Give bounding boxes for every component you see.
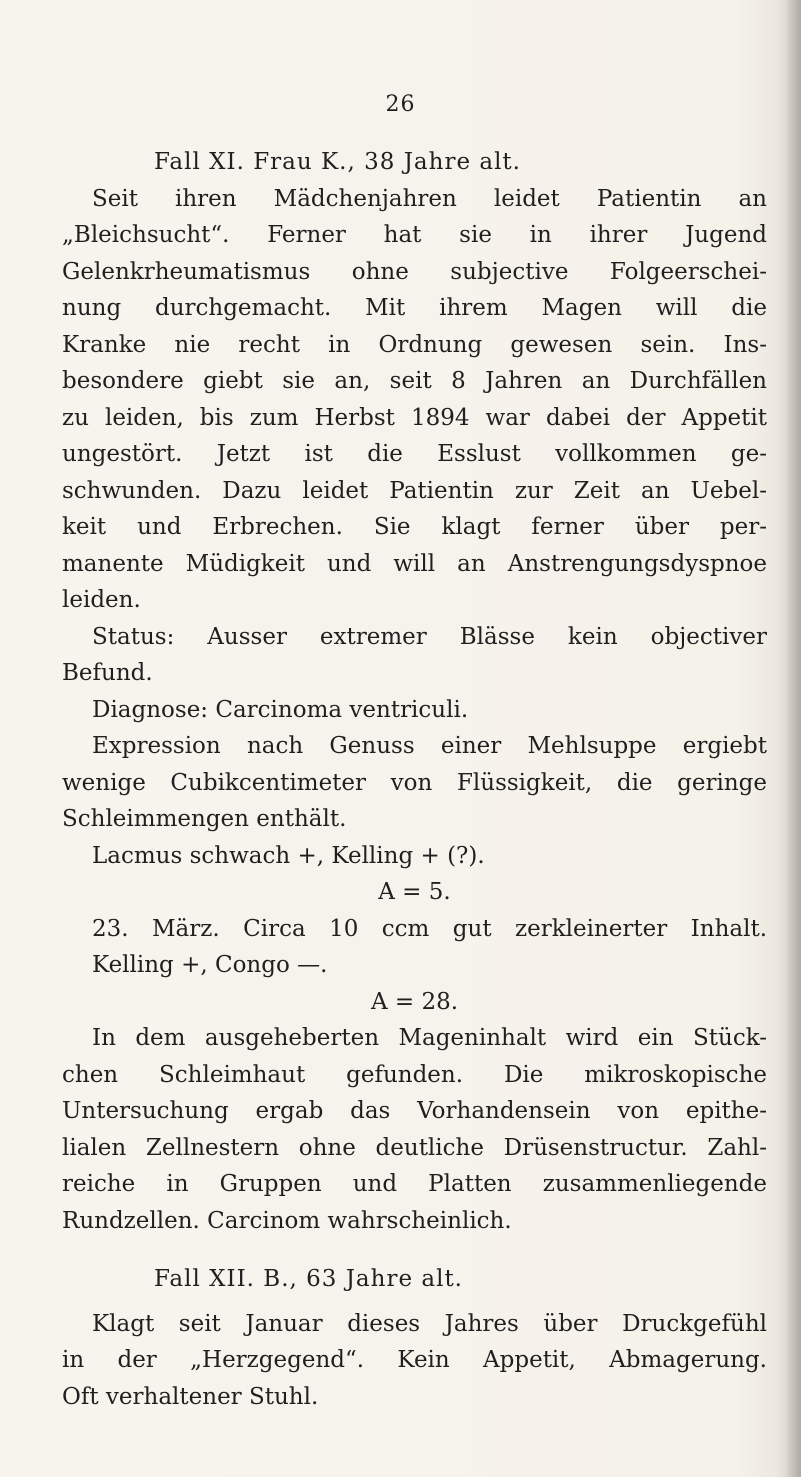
expression-line: wenige Cubikcentimeter von Flüssigkeit, die geringe <box>62 769 767 796</box>
finding-line: lialen Zellnestern ohne deutliche Drüsenstructur. Zahl- <box>62 1134 767 1161</box>
case-12-line: Oft verhaltener Stuhl. <box>62 1383 319 1410</box>
status-line: Status: Ausser extremer Blässe kein objectiver <box>92 623 767 650</box>
case-11-line: schwunden. Dazu leidet Patientin zur Zeit an Uebel- <box>62 477 767 504</box>
case-11-line: keit und Erbrechen. Sie klagt ferner über per- <box>62 514 767 540</box>
diagnosis-line: Diagnose: Carcinoma ventriculi. <box>92 696 469 723</box>
status-line: Befund. <box>62 660 153 686</box>
acidity-value: A = 5. <box>378 879 451 905</box>
finding-line: In dem ausgeheberten Mageninhalt wird ein Stück- <box>92 1025 767 1051</box>
case-12-line: Klagt seit Januar dieses Jahres über Druckgefühl <box>92 1310 767 1337</box>
document-text <box>62 144 767 1415</box>
finding-line: Untersuchung ergab das Vorhandensein von epithe- <box>62 1098 767 1124</box>
finding-line: chen Schleimhaut gefunden. Die mikroskopische <box>62 1061 767 1088</box>
page-number: 26 <box>385 92 416 117</box>
section-gap <box>62 1239 767 1261</box>
case-11-line: Gelenkrheumatismus ohne subjective Folgeerschei- <box>62 258 767 285</box>
case-11-line: nung durchgemacht. Mit ihrem Magen will die <box>62 295 767 321</box>
march-line: Kelling +, Congo —. <box>92 952 328 978</box>
finding-line: reiche in Gruppen und Platten zusammenliegende <box>62 1171 767 1197</box>
heading-gap <box>62 1298 767 1306</box>
acidity-value: A = 28. <box>370 988 459 1015</box>
case-12-line: in der „Herzgegend“. Kein Appetit, Abmagerung. <box>62 1347 767 1373</box>
case-11-line: besondere giebt sie an, seit 8 Jahren an Durchfällen <box>62 368 767 394</box>
case-11-line: ungestört. Jetzt ist die Esslust vollkommen ge- <box>62 441 767 467</box>
case-11-line: leiden. <box>62 587 141 613</box>
case-11-line: Kranke nie recht in Ordnung gewesen sein. Ins- <box>62 331 767 358</box>
finding-line: Rundzellen. Carcinom wahrscheinlich. <box>62 1207 512 1234</box>
case-11-line: zu leiden, bis zum Herbst 1894 war dabei der Appetit <box>62 404 767 431</box>
page-edge-shadow <box>785 0 801 1477</box>
case-11-line: manente Müdigkeit und will an Anstrengungsdyspnoe <box>62 550 767 577</box>
expression-line: Schleimmengen enthält. <box>62 806 347 832</box>
case-11-line: „Bleichsucht“. Ferner hat sie in ihrer Jugend <box>62 222 767 248</box>
march-line: 23. März. Circa 10 ccm gut zerkleinerter Inhalt. <box>92 915 767 942</box>
case-11-line: Seit ihren Mädchenjahren leidet Patientin an <box>92 185 767 212</box>
expression-line: Expression nach Genuss einer Mehlsuppe ergiebt <box>92 733 767 759</box>
case-12-heading: Fall XII. B., 63 Jahre alt. <box>154 1266 463 1292</box>
case-11-heading: Fall XI. Frau K., 38 Jahre alt. <box>154 149 521 175</box>
lacmus-line: Lacmus schwach +, Kelling + (?). <box>92 842 485 869</box>
